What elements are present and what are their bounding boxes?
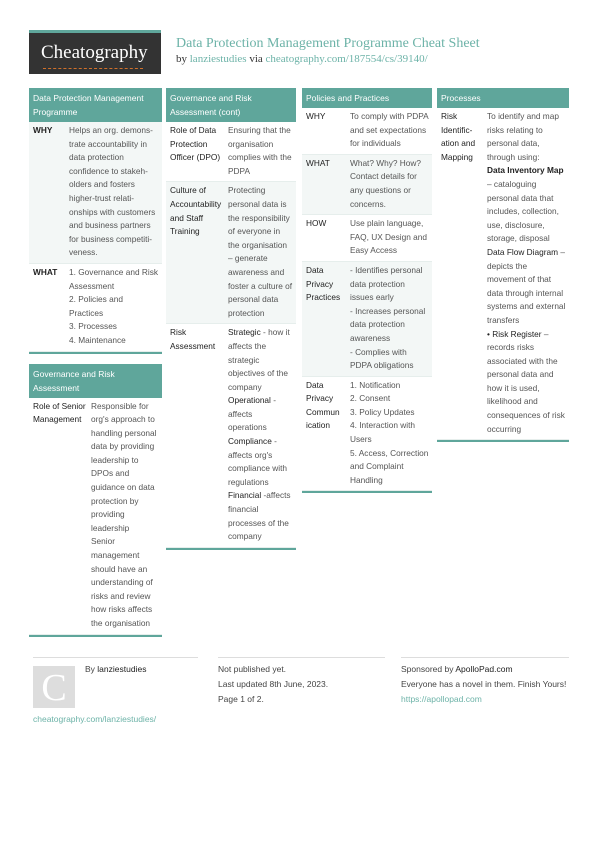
table-row xyxy=(302,108,432,155)
section-header: Processes xyxy=(437,88,569,108)
value-line xyxy=(69,334,159,348)
value-line xyxy=(228,326,293,394)
row-value xyxy=(350,264,432,373)
table-row xyxy=(302,215,432,262)
table-row xyxy=(437,108,569,440)
column-1 xyxy=(29,88,162,647)
value-line xyxy=(350,419,429,446)
emphasis: Data Inventory Map xyxy=(487,165,564,176)
table-row xyxy=(166,122,296,182)
table-row xyxy=(166,324,296,548)
row-label: WHAT xyxy=(306,157,330,168)
table-row xyxy=(302,262,432,377)
row-label: HOW xyxy=(306,218,327,229)
value-line xyxy=(69,320,159,334)
line-text: 3. Policy Updates xyxy=(350,406,415,417)
table-row xyxy=(29,122,162,264)
row-label: Culture of Accountability and Staff Training xyxy=(170,185,222,237)
line-text: – records risks associated with the personal data and how it is used, likelihood and consequences of risk occurring xyxy=(487,328,565,434)
sponsor-name[interactable]: ApolloPad.com xyxy=(455,664,513,674)
value-line xyxy=(350,305,429,346)
column-2 xyxy=(166,88,296,560)
row-value xyxy=(350,379,432,488)
by-label: by xyxy=(176,53,187,65)
section-header: Governance and Risk Assessment xyxy=(29,364,162,398)
author-link[interactable]: lanziestudies xyxy=(189,53,247,65)
by-label: By xyxy=(85,664,95,674)
footer-author xyxy=(33,657,198,732)
sponsor-link[interactable]: https://apollopad.com xyxy=(401,694,482,704)
row-value xyxy=(487,110,569,436)
emphasis: Financial xyxy=(228,490,262,501)
row-value xyxy=(350,110,432,151)
value-line xyxy=(228,394,293,435)
page-title: Data Protection Management Programme Cheat Sheet xyxy=(176,36,480,51)
emphasis: Strategic xyxy=(228,327,261,338)
table-row xyxy=(302,377,432,492)
row-label: WHY xyxy=(306,111,326,121)
row-label: Data Privacy Commun ication xyxy=(306,379,340,431)
emphasis: Data Flow Diagram xyxy=(487,246,559,257)
value-line xyxy=(350,217,429,258)
table-row xyxy=(29,264,162,352)
line-text: Helps an org. demonstrate accountability in data protection confidence to stakeholders and fosters higher-trust relationships with customers and business partners for business competitiveness. xyxy=(69,125,156,258)
line-text: Ensuring that the organisation complies with the PDPA xyxy=(228,125,292,176)
row-label: WHY xyxy=(33,125,53,135)
line-text: Responsible for org's approach to handling personal data by providing leadership to DPOs and guidance on data protection by providing leadership xyxy=(91,400,157,533)
value-line xyxy=(228,489,293,543)
line-text: - Complies with PDPA obligations xyxy=(350,346,414,371)
section xyxy=(166,88,296,550)
section-header: Data Protection Management Programme xyxy=(29,88,162,122)
column-3 xyxy=(302,88,432,503)
logo-text: Cheatography xyxy=(41,42,148,63)
value-line xyxy=(228,124,293,178)
footer-author-name[interactable]: lanziestudies xyxy=(97,664,147,674)
line-text: Protecting personal data is the responsibility of everyone in the organisation – generate awareness and foster a culture of personal data protection xyxy=(228,185,293,318)
row-value xyxy=(69,266,162,348)
value-line xyxy=(350,157,429,211)
section xyxy=(29,364,162,637)
line-text: – depicts the movement of that data through internal systems and external transfers xyxy=(487,246,566,325)
value-line xyxy=(69,293,159,320)
section-header: Policies and Practices xyxy=(302,88,432,108)
row-value xyxy=(350,157,432,211)
line-text: Senior management should have an understanding of risks and review how risks affects the organisation xyxy=(91,536,153,628)
byline xyxy=(176,53,428,65)
table-row xyxy=(29,398,162,635)
value-line xyxy=(487,164,566,246)
table-row xyxy=(166,182,296,324)
value-line xyxy=(350,406,429,420)
line-text: - how it affects the strategic objectives of the company xyxy=(228,327,290,392)
section xyxy=(29,88,162,354)
row-label: WHAT xyxy=(33,266,58,277)
line-text: 2. Consent xyxy=(350,393,391,404)
value-line xyxy=(91,535,159,630)
line-text: 5. Access, Correction and Complaint Handling xyxy=(350,447,429,485)
line-text: 1. Governance and Risk Assessment xyxy=(69,266,159,291)
emphasis: • Risk Register xyxy=(487,328,542,339)
row-label: Role of Senior Management xyxy=(33,400,86,425)
author-profile-link[interactable]: cheatography.com/lanziestudies/ xyxy=(33,714,157,724)
row-value xyxy=(69,124,162,260)
line-text: What? Why? How? Contact details for any questions or concerns. xyxy=(350,157,422,209)
footer-status xyxy=(218,657,385,707)
row-value xyxy=(350,217,432,258)
line-text: Use plain language, FAQ, UX Design and Easy Access xyxy=(350,218,428,256)
page-number: Page 1 of 2. xyxy=(218,694,264,704)
section xyxy=(302,88,432,493)
line-text: - Identifies personal data protection issues early xyxy=(350,264,423,303)
footer-sponsor xyxy=(401,657,569,707)
line-text: – cataloguing personal data that includes, collection, use, disclosure, storage, disposal xyxy=(487,178,559,244)
row-value xyxy=(228,326,296,544)
table-row xyxy=(302,155,432,215)
line-text: 4. Maintenance xyxy=(69,334,126,345)
value-line xyxy=(487,246,566,328)
section-header: Governance and Risk Assessment (cont) xyxy=(166,88,296,122)
row-value xyxy=(228,124,296,178)
emphasis: Compliance xyxy=(228,436,272,447)
line-text: -affects financial processes of the company xyxy=(228,490,291,542)
via-label: via xyxy=(249,53,263,65)
value-line xyxy=(350,110,429,151)
value-line xyxy=(228,435,293,489)
last-updated: Last updated 8th June, 2023. xyxy=(218,679,329,689)
line-text: 2. Policies and Practices xyxy=(69,294,123,318)
row-label: Risk Identification and Mapping xyxy=(441,111,476,162)
value-line xyxy=(350,346,429,373)
line-text: 1. Notification xyxy=(350,379,401,390)
line-text: To comply with PDPA and set expectations for individuals xyxy=(350,111,429,149)
row-label: Risk Assessment xyxy=(170,327,216,351)
column-4 xyxy=(437,88,569,452)
value-line xyxy=(228,184,293,320)
value-line xyxy=(350,379,429,393)
author-avatar: C xyxy=(33,666,75,708)
value-line xyxy=(69,124,159,260)
value-line xyxy=(487,328,566,437)
sheet-url-link[interactable]: cheatography.com/187554/cs/39140/ xyxy=(265,53,428,65)
section xyxy=(437,88,569,442)
value-line xyxy=(350,264,429,305)
row-label: Role of Data Protection Officer (DPO) xyxy=(170,125,221,163)
value-line xyxy=(350,447,429,488)
value-line xyxy=(69,266,159,293)
line-text: 4. Interaction with Users xyxy=(350,420,416,445)
line-text: - Increases personal data protection awareness xyxy=(350,305,426,343)
row-value xyxy=(228,184,296,320)
sponsored-label: Sponsored by xyxy=(401,664,454,674)
line-text: - affects operations xyxy=(228,395,276,433)
line-text: - affects org's compliance with regulations xyxy=(228,436,288,487)
line-text: 3. Processes xyxy=(69,321,117,332)
value-line xyxy=(487,110,566,164)
publish-status: Not published yet. xyxy=(218,664,287,674)
value-line xyxy=(350,392,429,406)
value-line xyxy=(91,400,159,536)
line-text: To identify and map risks relating to personal data, through using: xyxy=(487,111,559,162)
emphasis: Operational xyxy=(228,395,271,406)
sponsor-tagline: Everyone has a novel in them. Finish Yours! xyxy=(401,679,567,689)
cheatography-logo[interactable] xyxy=(29,30,161,74)
row-label: Data Privacy Practices xyxy=(306,264,341,303)
row-value xyxy=(91,400,162,631)
